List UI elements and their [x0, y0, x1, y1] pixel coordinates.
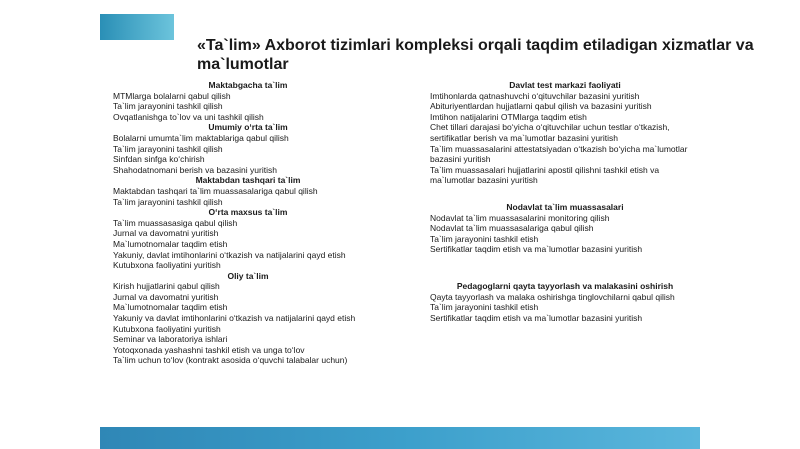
- section-heading: Oliy ta`lim: [227, 270, 269, 281]
- list-item: Qayta tayyorlash va malaka oshirishga tinglovchilarni qabul qilish: [430, 291, 675, 302]
- list-item: Jurnal va davomatni yuritish: [113, 291, 219, 302]
- section-heading: Davlat test markazi faoliyati: [509, 80, 621, 90]
- list-item: Ovqatlanishga to`lov va uni tashkil qilish: [113, 111, 264, 122]
- list-item: Sinfdan sinfga ko‘chirish: [113, 154, 205, 165]
- list-item: Imtihonlarda qatnashuvchi o‘qituvchilar bazasini yuritish: [430, 90, 640, 101]
- section-heading: Umumiy o‘rta ta`lim: [208, 122, 288, 133]
- list-item: Ta`lim jarayonini tashkil etish: [430, 302, 539, 313]
- list-item: Yotoqxonada yashashni tashkil etish va unga to‘lov: [113, 344, 305, 355]
- section-heading: Maktabdan tashqari ta`lim: [195, 175, 301, 186]
- logo-block: [100, 14, 174, 40]
- list-item: Ta`lim jarayonini tashkil etish: [430, 233, 539, 244]
- list-item: Ta`lim jarayonini tashkil qilish: [113, 196, 223, 207]
- list-item: MTMlarga bolalarni qabul qilish: [113, 90, 231, 101]
- list-item: Maktabdan tashqari ta`lim muassasalariga qabul qilish: [113, 185, 318, 196]
- list-item: Jurnal va davomatni yuritish: [113, 228, 219, 239]
- list-item: Chet tillari darajasi bo‘yicha o‘qituvchilar uchun testlar o‘tkazish, sertifikatlar berish va ma`lumotlar bazasini yuritish: [430, 122, 670, 143]
- footer-bar: [100, 427, 700, 449]
- section-heading: Nodavlat ta`lim muassasalari: [506, 201, 624, 212]
- page-title: «Ta`lim» Axborot tizimlari kompleksi orqali taqdim etiladigan xizmatlar va ma`lumotlar: [197, 37, 754, 73]
- section-heading: Maktabgacha ta`lim: [208, 80, 288, 90]
- list-item: Ta`lim muassasalari hujjatlarini apostil qilishni tashkil etish va ma`lumotlar bazasini yuritish: [430, 164, 660, 186]
- list-item: Ta`lim muassasalarini attestatsiyadan o‘tkazish bo‘yicha ma`lumotlar bazasini yuritish: [430, 143, 688, 165]
- section-heading: O‘rta maxsus ta`lim: [208, 207, 288, 218]
- list-item: Kirish hujjatlarini qabul qilish: [113, 281, 220, 292]
- list-item: Ma`lumotnomalar taqdim etish: [113, 302, 228, 313]
- list-item: Ma`lumotnomalar taqdim etish: [113, 238, 228, 249]
- list-item: Nodavlat ta`lim muassasalarini monitoring qilish: [430, 212, 610, 223]
- list-item: Shahodatnomani berish va bazasini yuritish: [113, 164, 277, 175]
- list-item: Kutubxona faoliyatini yuritish: [113, 323, 221, 334]
- list-item: Sertifikatlar taqdim etish va ma`lumotlar bazasini yuritish: [430, 312, 643, 323]
- section-heading: Pedagoglarni qayta tayyorlash va malakasini oshirish: [456, 280, 674, 291]
- list-item: Ta`lim muassasasiga qabul qilish: [113, 217, 238, 228]
- list-item: Nodavlat ta`lim muassasalariga qabul qilish: [430, 223, 594, 234]
- left-column: [113, 80, 383, 366]
- list-item: Ta`lim uchun to‘lov (kontrakt asosida o‘quvchi talabalar uchun): [113, 355, 348, 366]
- list-item: Sertifikatlar taqdim etish va ma`lumotlar bazasini yuritish: [430, 244, 643, 255]
- right-column: [430, 80, 700, 323]
- list-item: Ta`lim jarayonini tashkil qilish: [113, 143, 223, 154]
- list-item: Abituriyentlardan hujjatlarni qabul qilish va bazasini yuritish: [430, 101, 652, 112]
- list-item: Imtihon natijalarini OTMlarga taqdim etish: [430, 111, 587, 122]
- list-item: Bolalarni umumta`lim maktablariga qabul qilish: [113, 132, 289, 143]
- list-item: Kutubxona faoliyatini yuritish: [113, 260, 221, 271]
- section-spacer: [430, 186, 700, 202]
- list-item: Yakuniy, davlat imtihonlarini o‘tkazish va natijalarini qayd etish: [113, 249, 346, 260]
- list-item: Seminar va laboratoriya ishlari: [113, 334, 228, 345]
- list-item: Ta`lim jarayonini tashkil qilish: [113, 101, 223, 112]
- list-item: Yakuniy va davlat imtihonlarini o‘tkazish va natijalarini qayd etish: [113, 313, 356, 324]
- section-spacer: [430, 255, 700, 281]
